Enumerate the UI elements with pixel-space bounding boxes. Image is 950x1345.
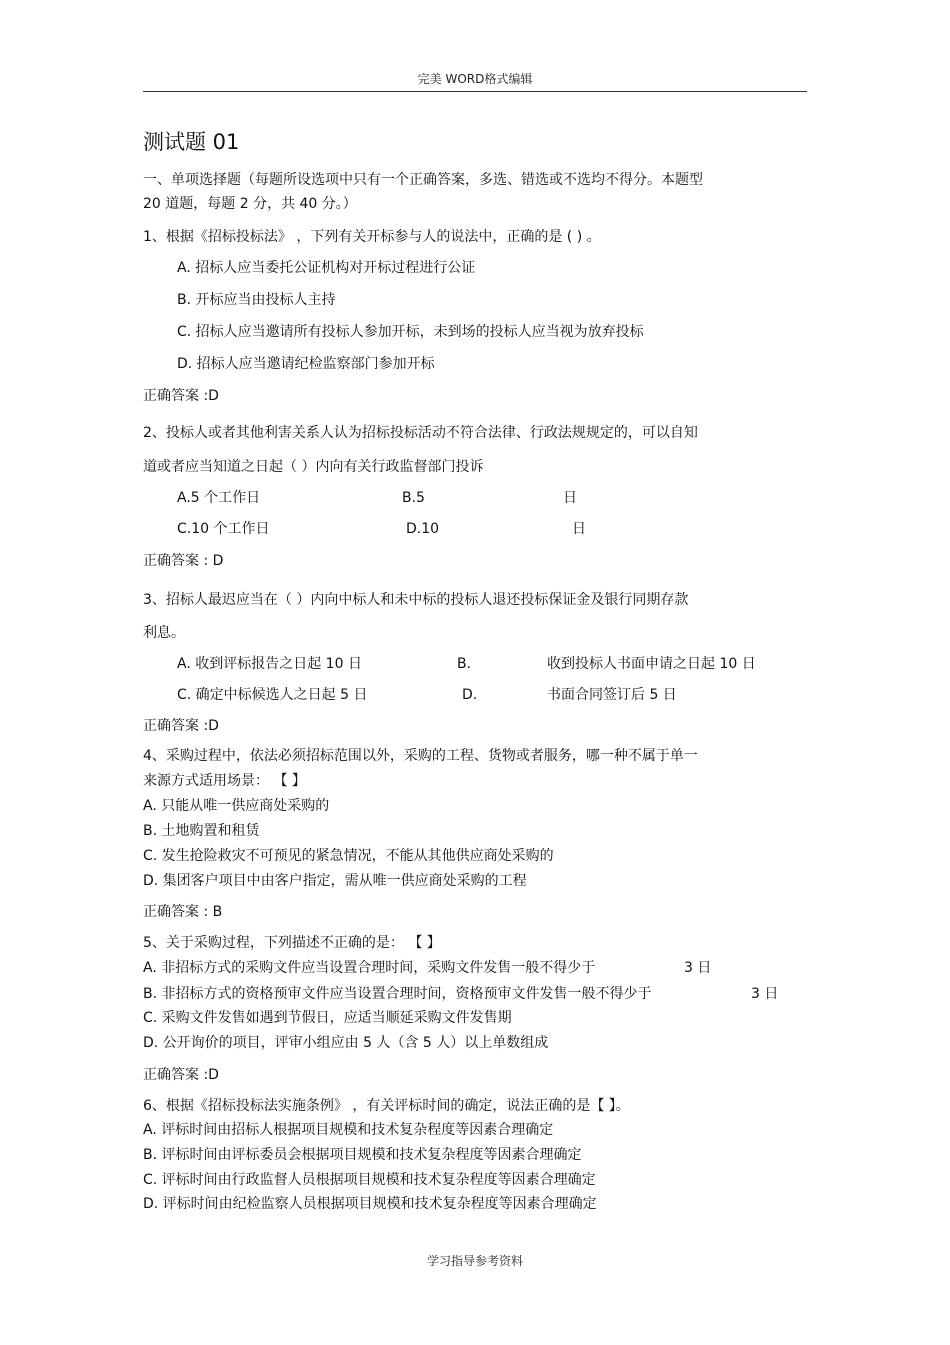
q6-stem: 6、根据《招标投标法实施条例》 ，有关评标时间的确定，说法正确的是【 】。 — [143, 1098, 630, 1114]
q3-answer: 正确答案 :D — [143, 718, 219, 734]
page-footer: 学习指导参考资料 — [426, 1254, 523, 1268]
q6-option-d: D. 评标时间由纪检监察人员根据项目规模和技术复杂程度等因素合理确定 — [143, 1196, 597, 1212]
q5-stem: 5、关于采购过程，下列描述不正确的是： 【 】 — [143, 935, 441, 951]
page-title: 测试题 01 — [143, 130, 240, 154]
q1-stem: 1、根据《招标投标法》 ，下列有关开标参与人的说法中，正确的是 ( ) 。 — [143, 229, 601, 245]
q6-option-b: B. 评标时间由评标委员会根据项目规模和技术复杂程度等因素合理确定 — [143, 1147, 582, 1163]
q3-stem-line2: 利息。 — [143, 625, 185, 641]
q2-stem-line2: 道或者应当知道之日起（ ）内向有关行政监督部门投诉 — [143, 459, 484, 475]
q3-option-d-text: 书面合同签订后 5 日 — [547, 687, 677, 703]
q1-option-d: D. 招标人应当邀请纪检监察部门参加开标 — [177, 356, 435, 372]
q4-option-a: A. 只能从唯一供应商处采购的 — [143, 798, 330, 814]
q2-option-c: C.10 个工作日 — [177, 521, 270, 537]
q3-option-d-label: D. — [462, 687, 478, 703]
q1-option-a: A. 招标人应当委托公证机构对开标过程进行公证 — [177, 260, 476, 276]
q6-option-a: A. 评标时间由招标人根据项目规模和技术复杂程度等因素合理确定 — [143, 1122, 554, 1138]
q4-option-c: C. 发生抢险救灾不可预见的紧急情况，不能从其他供应商处采购的 — [143, 848, 554, 864]
section-instructions-line1: 一、单项选择题（每题所设选项中只有一个正确答案，多选、错选或不选均不得分。本题型 — [143, 172, 703, 188]
q1-option-b: B. 开标应当由投标人主持 — [177, 292, 336, 308]
q2-option-b-unit: 日 — [563, 490, 577, 506]
q4-option-b: B. 土地购置和租赁 — [143, 823, 260, 839]
q5-option-b: B. 非招标方式的资格预审文件应当设置合理时间，资格预审文件发售一般不得少于 — [143, 986, 652, 1002]
section-instructions-line2: 20 道题，每题 2 分，共 40 分。） — [143, 196, 357, 212]
q1-option-c: C. 招标人应当邀请所有投标人参加开标，未到场的投标人应当视为放弃投标 — [177, 324, 644, 340]
q1-answer: 正确答案 :D — [143, 388, 219, 404]
q3-stem-line1: 3、招标人最迟应当在（ ）内向中标人和未中标的投标人退还投标保证金及银行同期存款 — [143, 592, 689, 608]
q2-option-a: A.5 个工作日 — [177, 490, 261, 506]
q5-option-a-value: 3 日 — [684, 960, 712, 976]
q5-option-d: D. 公开询价的项目，评审小组应由 5 人（含 5 人）以上单数组成 — [143, 1035, 549, 1051]
q3-option-b-label: B. — [457, 656, 472, 672]
q2-option-b-label: B.5 — [402, 490, 425, 506]
q5-option-a: A. 非招标方式的采购文件应当设置合理时间，采购文件发售一般不得少于 — [143, 960, 596, 976]
q2-answer: 正确答案 : D — [143, 553, 224, 569]
q5-option-b-value: 3 日 — [751, 986, 779, 1002]
q5-answer: 正确答案 :D — [143, 1067, 219, 1083]
q4-stem-line1: 4、采购过程中，依法必须招标范围以外，采购的工程、货物或者服务，哪一种不属于单一 — [143, 748, 698, 764]
q6-option-c: C. 评标时间由行政监督人员根据项目规模和技术复杂程度等因素合理确定 — [143, 1172, 596, 1188]
q3-option-b-text: 收到投标人书面申请之日起 10 日 — [547, 656, 756, 672]
q4-answer: 正确答案 : B — [143, 904, 223, 920]
q2-option-d-unit: 日 — [572, 521, 586, 537]
q2-stem-line1: 2、投标人或者其他利害关系人认为招标投标活动不符合法律、行政法规规定的，可以自知 — [143, 425, 698, 441]
q5-option-c: C. 采购文件发售如遇到节假日，应适当顺延采购文件发售期 — [143, 1010, 512, 1026]
q4-stem-line2: 来源方式适用场景： 【 】 — [143, 773, 306, 789]
q3-option-a: A. 收到评标报告之日起 10 日 — [177, 656, 362, 672]
q4-option-d: D. 集团客户项目中由客户指定，需从唯一供应商处采购的工程 — [143, 873, 527, 889]
header-rule — [143, 91, 807, 92]
q3-option-c: C. 确定中标候选人之日起 5 日 — [177, 687, 368, 703]
q2-option-d-label: D.10 — [406, 521, 440, 537]
page-header: 完美 WORD格式编辑 — [417, 72, 533, 86]
